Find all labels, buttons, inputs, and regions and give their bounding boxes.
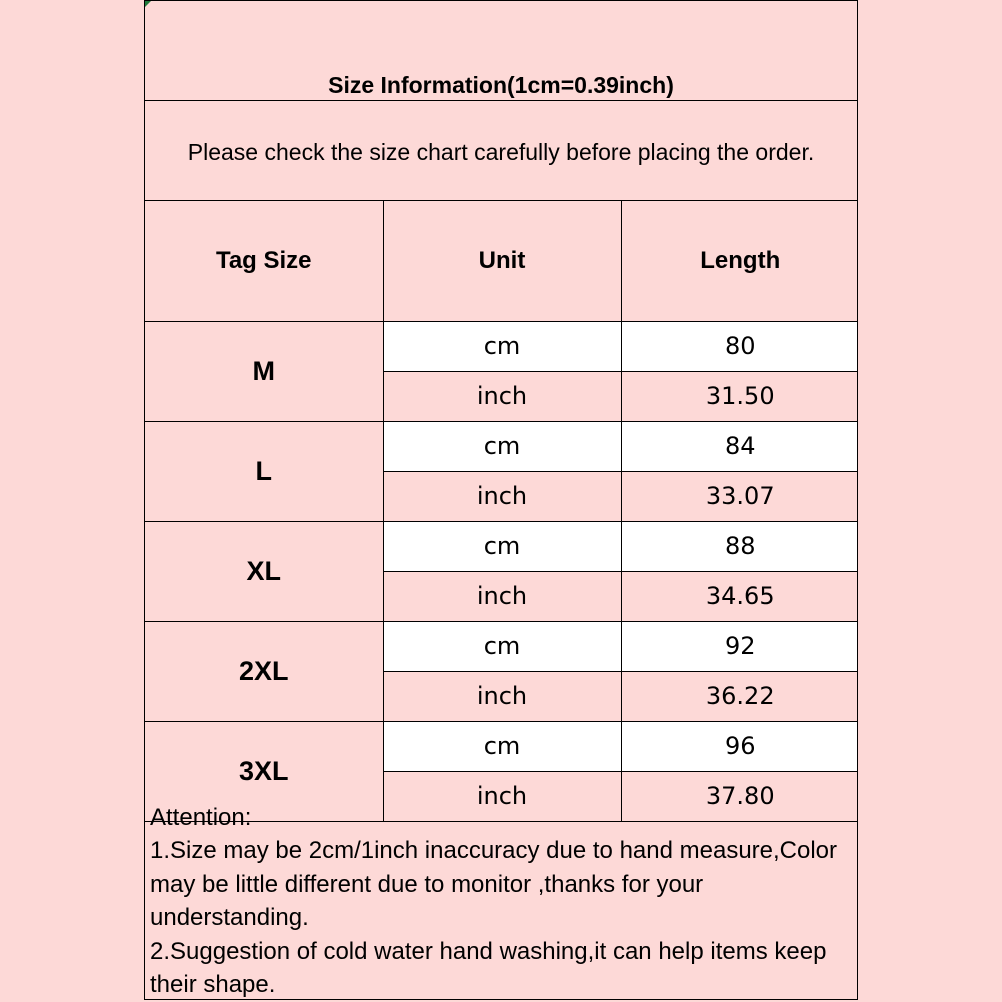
attention-section xyxy=(150,801,849,1000)
title-row xyxy=(145,1,857,101)
table-header-row xyxy=(145,201,858,321)
unit-cell: cm xyxy=(383,421,621,471)
unit-cell: cm xyxy=(383,721,621,771)
length-cell: 33.07 xyxy=(621,471,858,521)
length-cell: 88 xyxy=(621,521,858,571)
unit-cell: inch xyxy=(383,671,621,721)
size-chart xyxy=(144,0,858,1000)
tag-size-cell: 2XL xyxy=(145,621,383,721)
length-cell: 92 xyxy=(621,621,858,671)
size-table xyxy=(145,201,858,822)
attention-body xyxy=(150,834,849,1000)
unit-cell: inch xyxy=(383,571,621,621)
order-note: Please check the size chart carefully before placing the order. xyxy=(187,139,815,165)
unit-cell: inch xyxy=(383,371,621,421)
attention-line: 1.Size may be 2cm/1inch inaccuracy due to hand measure,Color may be little different due to monitor ,thanks for your understanding. xyxy=(150,837,838,931)
attention-line: 2.Suggestion of cold water hand washing,it can help items keep their shape. xyxy=(150,937,827,998)
header-length: Length xyxy=(621,201,858,321)
tag-size-cell: M xyxy=(145,321,383,421)
length-cell: 80 xyxy=(621,321,858,371)
unit-cell: cm xyxy=(383,321,621,371)
length-cell: 84 xyxy=(621,421,858,471)
unit-cell: cm xyxy=(383,521,621,571)
length-cell: 34.65 xyxy=(621,571,858,621)
table-row xyxy=(145,321,858,371)
tag-size-cell: 3XL xyxy=(145,721,383,821)
length-cell: 96 xyxy=(621,721,858,771)
length-cell: 31.50 xyxy=(621,371,858,421)
page-title: Size Information(1cm=0.39inch) xyxy=(328,72,674,98)
table-row xyxy=(145,621,858,671)
attention-heading: Attention: xyxy=(150,804,252,831)
tag-size-cell: L xyxy=(145,421,383,521)
note-row xyxy=(145,101,857,201)
length-cell: 37.80 xyxy=(621,771,858,821)
unit-cell: cm xyxy=(383,621,621,671)
header-unit: Unit xyxy=(383,201,621,321)
tag-size-cell: XL xyxy=(145,521,383,621)
header-tag-size: Tag Size xyxy=(145,201,383,321)
unit-cell: inch xyxy=(383,471,621,521)
table-row xyxy=(145,421,858,471)
unit-cell: inch xyxy=(383,771,621,821)
table-row xyxy=(145,721,858,771)
table-row xyxy=(145,521,858,571)
length-cell: 36.22 xyxy=(621,671,858,721)
